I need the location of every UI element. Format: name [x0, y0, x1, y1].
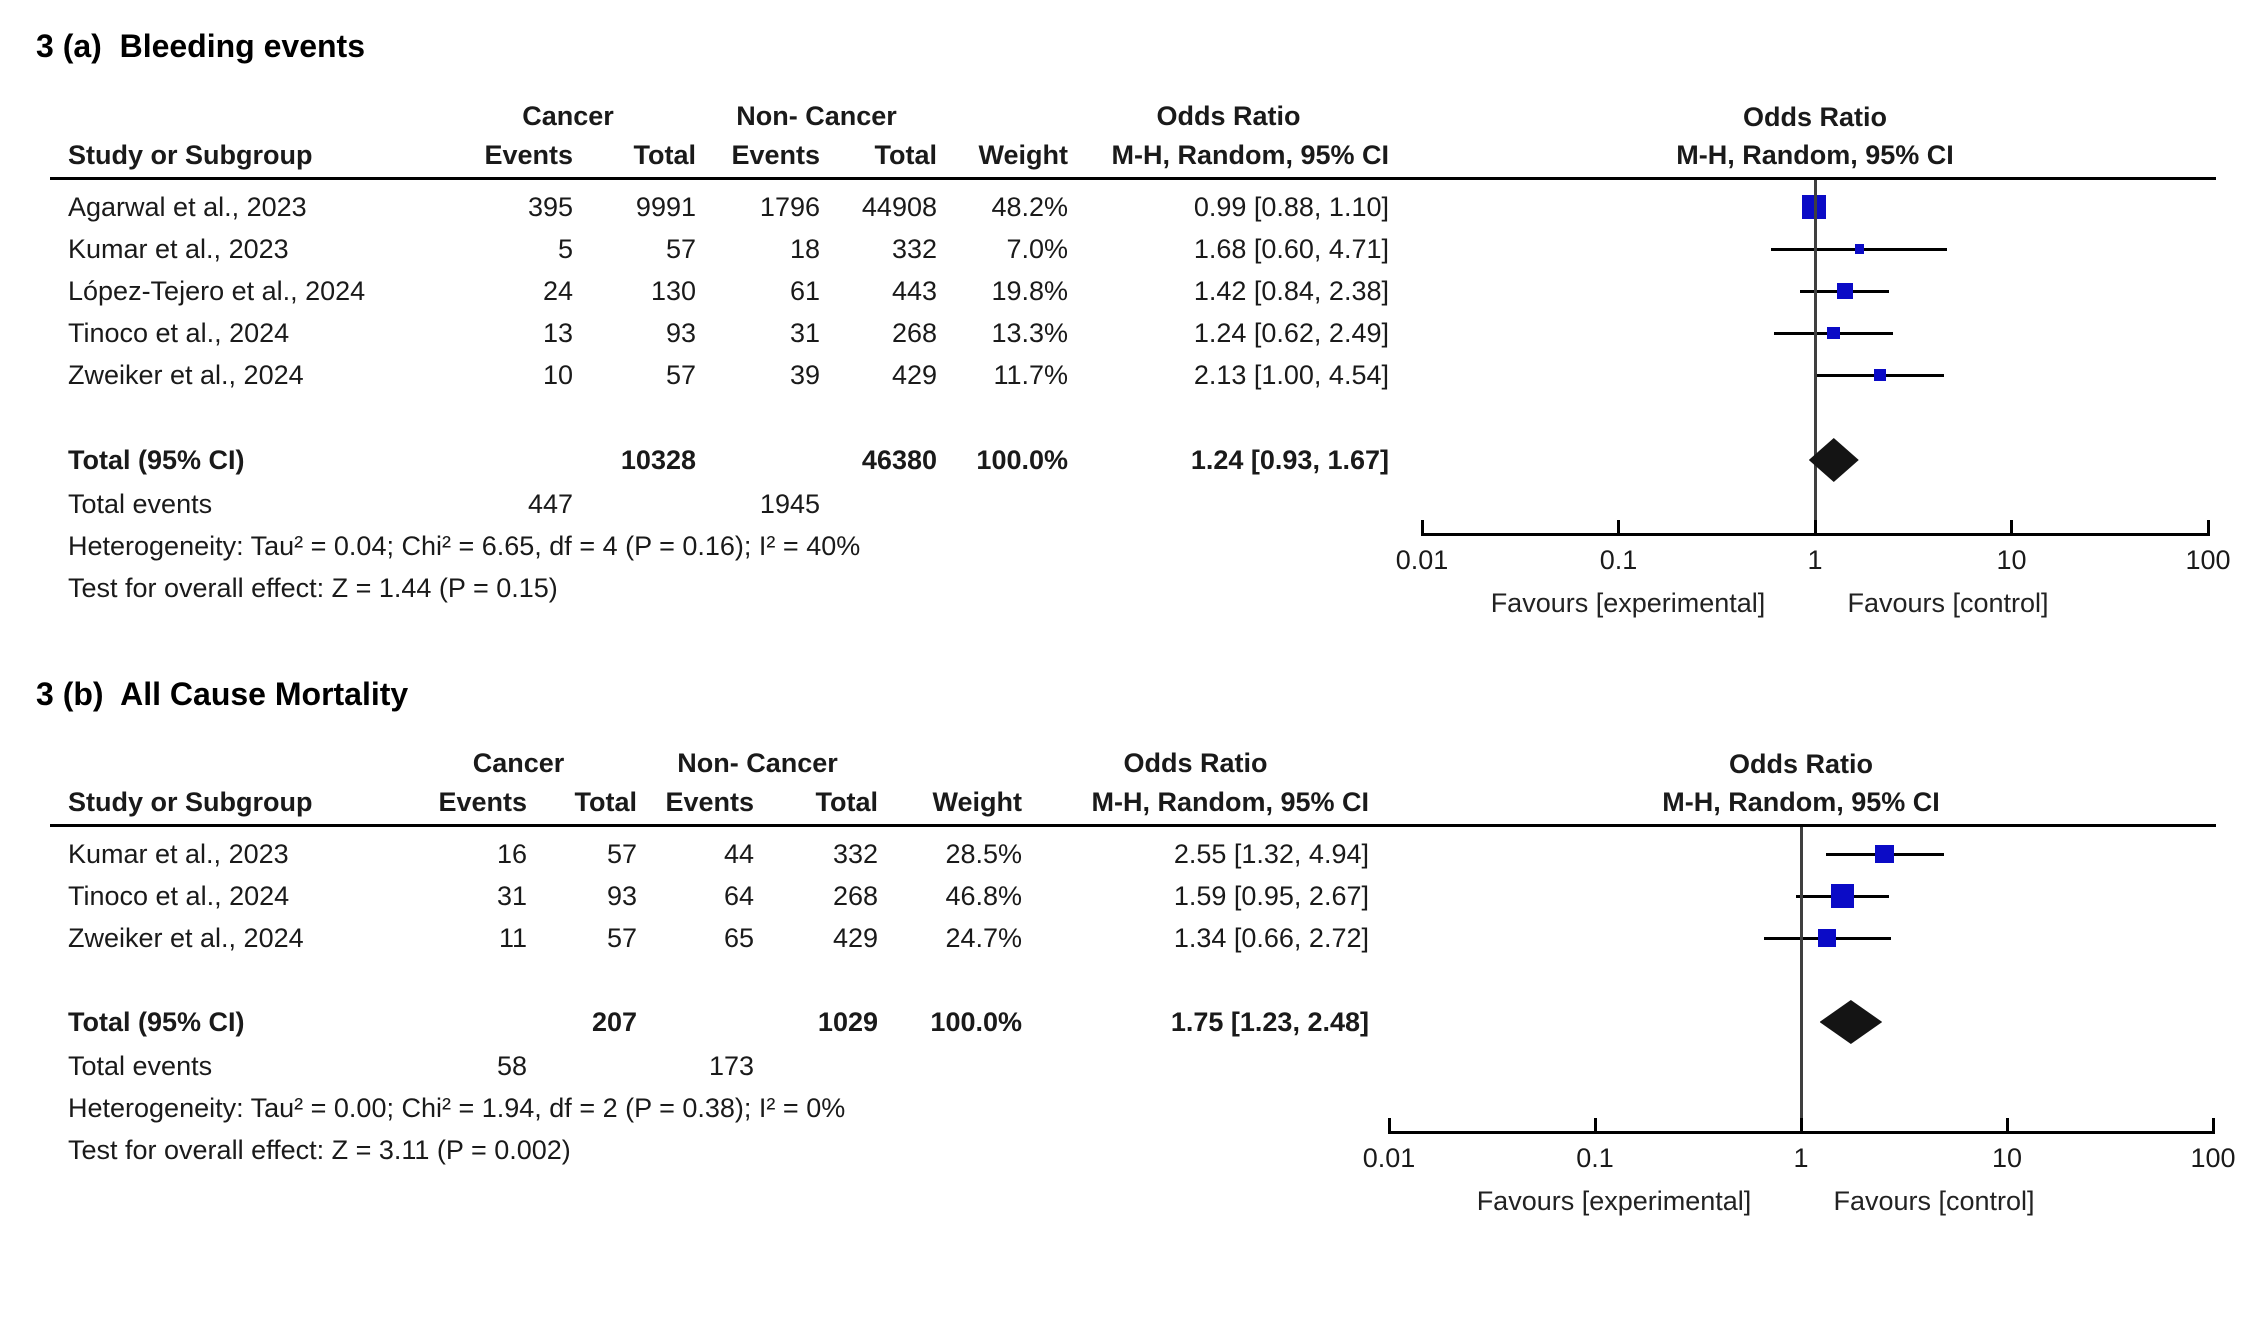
plot-header-odds-ratio: Odds Ratio [1742, 102, 1887, 132]
cell: 93 [606, 881, 637, 911]
effect-square [1831, 884, 1855, 908]
axis-tick-label: 100 [2190, 1143, 2236, 1173]
cell: 57 [606, 839, 637, 869]
table-row [68, 354, 1389, 396]
favours-control-label: Favours [control] [1833, 1186, 2035, 1216]
cell: 1.34 [0.66, 2.72] [1173, 923, 1369, 953]
cell: 268 [891, 318, 937, 348]
cell: 18 [789, 234, 820, 264]
section-a-overall-effect: Test for overall effect: Z = 1.44 (P = 0.15) [68, 573, 558, 603]
plot-header-method: M-H, Random, 95% CI [1676, 140, 1954, 170]
group-header-non-cancer: Non- Cancer [736, 101, 897, 131]
cell: 57 [665, 234, 696, 264]
col-header-study: Study or Subgroup [68, 140, 313, 170]
cell: 11 [498, 923, 527, 953]
group-header-cancer: Cancer [522, 101, 614, 131]
axis-tick [1594, 1118, 1597, 1134]
plot-header-odds-ratio: Odds Ratio [1728, 749, 1873, 779]
plot-header-method: M-H, Random, 95% CI [1662, 787, 1940, 817]
cell: 429 [832, 923, 878, 953]
axis-tick [1388, 1118, 1391, 1134]
cell: 57 [606, 923, 637, 953]
total-noncancer-n: 1029 [817, 1007, 878, 1037]
cell: 44908 [861, 192, 937, 222]
cell: 332 [891, 234, 937, 264]
cell: 28.5% [945, 839, 1022, 869]
cell: 61 [789, 276, 820, 306]
or-column-group-header: Odds Ratio [1156, 101, 1301, 131]
total-cancer-n: 10328 [620, 445, 696, 475]
section-a-heterogeneity: Heterogeneity: Tau² = 0.04; Chi² = 6.65, df = 4 (P = 0.16); I² = 40% [68, 531, 861, 561]
table-row [68, 875, 1369, 917]
cell: López-Tejero et al., 2024 [68, 276, 366, 306]
cell: 10 [542, 360, 573, 390]
axis-tick [1421, 520, 1424, 536]
axis-tick [2010, 520, 2013, 536]
effect-square [1855, 244, 1864, 253]
table-row [68, 312, 1389, 354]
section-b-group-header-row [68, 745, 1369, 781]
total-noncancer-n: 46380 [861, 445, 937, 475]
spacer-cell [68, 98, 440, 134]
cell: 2.13 [1.00, 4.54] [1193, 360, 1389, 390]
effect-square [1818, 929, 1835, 946]
section-b-title: 3 (b) All Cause Mortality [36, 676, 409, 712]
cell: 11.7% [993, 360, 1068, 390]
cell: 31 [496, 881, 527, 911]
total-label: Total (95% CI) [68, 445, 245, 475]
col-header-study: Study or Subgroup [68, 787, 313, 817]
section-b-overall-effect: Test for overall effect: Z = 3.11 (P = 0.002) [68, 1135, 571, 1165]
table-row [68, 833, 1369, 875]
axis-tick [2207, 520, 2210, 536]
total-events-cancer: 447 [527, 489, 573, 519]
col-header-mh-ci: M-H, Random, 95% CI [1091, 787, 1369, 817]
axis-tick [1814, 520, 1817, 536]
cell: 48.2% [991, 192, 1068, 222]
cell: 16 [496, 839, 527, 869]
axis-tick-label: 10 [1991, 1143, 2023, 1173]
axis-tick-label: 1 [1793, 1143, 1809, 1173]
section-b-column-header-row [68, 783, 1369, 821]
total-weight: 100.0% [976, 445, 1068, 475]
cell: Agarwal et al., 2023 [68, 192, 307, 222]
axis-tick-label: 0.1 [1576, 1143, 1614, 1173]
total-events-noncancer: 173 [708, 1051, 754, 1081]
axis-tick [2006, 1118, 2009, 1134]
total-cancer-n: 207 [591, 1007, 637, 1037]
section-b-heterogeneity: Heterogeneity: Tau² = 0.00; Chi² = 1.94, df = 2 (P = 0.38); I² = 0% [68, 1093, 846, 1123]
cell: 5 [557, 234, 573, 264]
cell: Tinoco et al., 2024 [68, 318, 290, 348]
axis-tick [1800, 1118, 1803, 1134]
section-a-total-row [68, 438, 1389, 482]
cell: Kumar et al., 2023 [68, 839, 289, 869]
cell: 130 [650, 276, 696, 306]
total-events-cancer: 58 [496, 1051, 527, 1081]
total-label: Total (95% CI) [68, 1007, 245, 1037]
summary-diamond [1820, 1000, 1883, 1044]
cell: 9991 [635, 192, 696, 222]
cell: 1.42 [0.84, 2.38] [1193, 276, 1389, 306]
header-divider-line [50, 177, 2216, 180]
cell: 332 [832, 839, 878, 869]
col-header-events-cancer: Events [484, 140, 573, 170]
axis-tick [1617, 520, 1620, 536]
cell: 7.0% [1006, 234, 1068, 264]
total-weight: 100.0% [930, 1007, 1022, 1037]
table-row [68, 228, 1389, 270]
effect-square [1875, 845, 1894, 864]
favours-control-label: Favours [control] [1847, 588, 2049, 618]
table-row [68, 186, 1389, 228]
col-header-events-noncancer: Events [731, 140, 820, 170]
cell: 19.8% [991, 276, 1068, 306]
axis-tick-label: 0.01 [1395, 545, 1449, 575]
section-b-total-row [68, 1000, 1369, 1044]
group-header-non-cancer: Non- Cancer [677, 748, 838, 778]
col-header-events-noncancer: Events [665, 787, 754, 817]
cell: 65 [723, 923, 754, 953]
cell: 1.68 [0.60, 4.71] [1193, 234, 1389, 264]
cell: 429 [891, 360, 937, 390]
cell: 64 [723, 881, 754, 911]
total-events-noncancer: 1945 [759, 489, 820, 519]
col-header-weight: Weight [932, 787, 1022, 817]
section-a-column-header-row [68, 136, 1389, 174]
table-row [68, 270, 1389, 312]
spacer-cell [68, 745, 400, 781]
total-events-label: Total events [68, 1051, 213, 1081]
or-column-group-header: Odds Ratio [1123, 748, 1268, 778]
cell: 31 [789, 318, 820, 348]
cell: 39 [789, 360, 820, 390]
cell: 443 [891, 276, 937, 306]
col-header-events-cancer: Events [438, 787, 527, 817]
axis-tick [2212, 1118, 2215, 1134]
cell: 46.8% [945, 881, 1022, 911]
cell: 1.24 [0.62, 2.49] [1193, 318, 1389, 348]
cell: 13.3% [991, 318, 1068, 348]
total-or-ci: 1.24 [0.93, 1.67] [1190, 445, 1389, 475]
axis-tick-label: 0.01 [1362, 1143, 1416, 1173]
cell: Kumar et al., 2023 [68, 234, 289, 264]
cell: 57 [665, 360, 696, 390]
group-header-cancer: Cancer [472, 748, 565, 778]
axis-tick-label: 1 [1807, 545, 1823, 575]
effect-square [1874, 369, 1886, 381]
no-effect-line [1800, 827, 1803, 1131]
cell: 2.55 [1.32, 4.94] [1173, 839, 1369, 869]
section-b-total-events-row [68, 1046, 1369, 1086]
axis-tick-label: 100 [2185, 545, 2231, 575]
section-a-total-events-row [68, 484, 1389, 524]
cell: Zweiker et al., 2024 [68, 360, 304, 390]
no-effect-line [1814, 180, 1817, 533]
section-a-title: 3 (a) Bleeding events [36, 28, 365, 64]
favours-experimental-label: Favours [experimental] [1490, 588, 1766, 618]
cell: 1.59 [0.95, 2.67] [1173, 881, 1369, 911]
effect-square [1827, 327, 1840, 340]
col-header-mh-ci: M-H, Random, 95% CI [1111, 140, 1389, 170]
cell: 93 [665, 318, 696, 348]
cell: Tinoco et al., 2024 [68, 881, 290, 911]
cell: 395 [527, 192, 573, 222]
cell: 1796 [759, 192, 820, 222]
cell: 24 [542, 276, 573, 306]
effect-square [1837, 283, 1853, 299]
axis-tick-label: 10 [1996, 545, 2027, 575]
cell: 0.99 [0.88, 1.10] [1193, 192, 1389, 222]
total-or-ci: 1.75 [1.23, 2.48] [1170, 1007, 1369, 1037]
favours-experimental-label: Favours [experimental] [1476, 1186, 1752, 1216]
section-a-group-header-row [68, 98, 1389, 134]
col-header-total-noncancer: Total [815, 787, 878, 817]
col-header-total-cancer: Total [574, 787, 637, 817]
col-header-total-cancer: Total [633, 140, 696, 170]
cell: 24.7% [945, 923, 1022, 953]
cell: 13 [542, 318, 573, 348]
header-divider-line [50, 824, 2216, 827]
table-row [68, 917, 1369, 959]
total-events-label: Total events [68, 489, 213, 519]
cell: Zweiker et al., 2024 [68, 923, 304, 953]
cell: 268 [832, 881, 878, 911]
col-header-weight: Weight [978, 140, 1068, 170]
axis-tick-label: 0.1 [1599, 545, 1638, 575]
cell: 44 [723, 839, 754, 869]
col-header-total-noncancer: Total [874, 140, 937, 170]
